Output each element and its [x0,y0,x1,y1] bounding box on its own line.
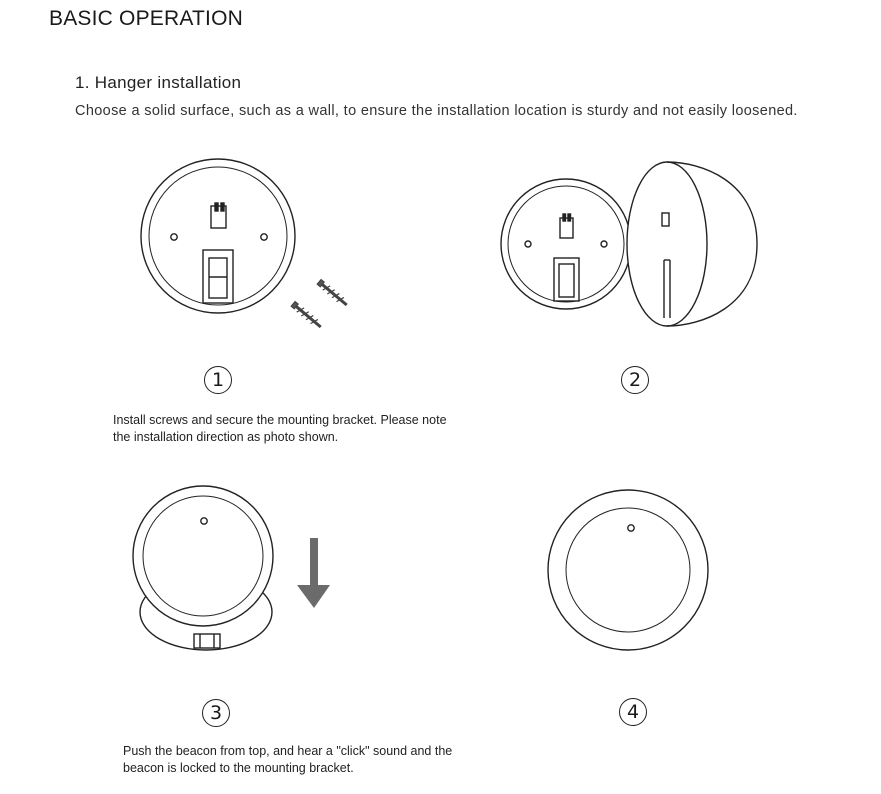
step-number-4: 4 [619,698,647,726]
page-title: BASIC OPERATION [49,7,243,30]
section-intro: Choose a solid surface, such as a wall, to ensure the installation location is sturdy and not easily loosened. [75,103,798,119]
step-number-1: 1 [204,366,232,394]
step-1-caption: Install screws and secure the mounting bracket. Please note the installation direction as photo shown. [113,413,447,444]
step-3-caption: Push the beacon from top, and hear a "click" sound and the beacon is locked to the mounting bracket. [123,744,453,775]
step-number-2: 2 [621,366,649,394]
step-number-3: 3 [202,699,230,727]
section-heading: 1. Hanger installation [75,73,242,92]
